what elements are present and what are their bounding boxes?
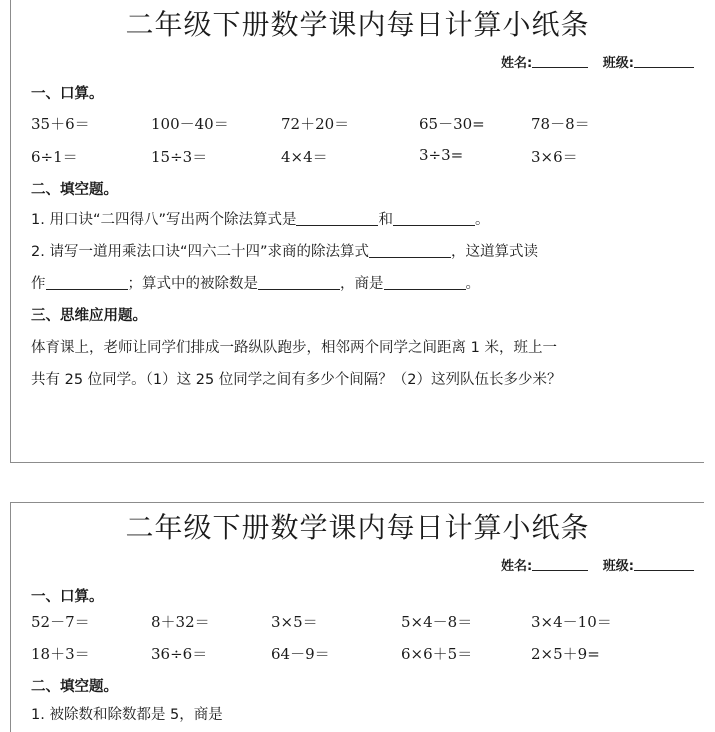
class-blank [634, 557, 694, 571]
name-blank [532, 557, 588, 571]
question-1-partial: 1. 被除数和除数都是 5，商是 [31, 707, 223, 723]
calc-item: 15÷3＝ [151, 148, 208, 166]
name-label: 姓名: [501, 559, 533, 574]
answer-blank [384, 275, 466, 290]
section-oral-calculation: 一、口算。 [31, 589, 104, 605]
question-text: 2. 请写一道用乘法口诀“四六二十四”求商的除法算式 [31, 244, 369, 260]
word-problem-line-1: 体育课上，老师让同学们排成一路纵队跑步，相邻两个同学之间距离 1 米，班上一 [31, 340, 557, 356]
worksheet-2 [10, 502, 704, 732]
calc-item: 78－8＝ [531, 115, 590, 133]
answer-blank [46, 275, 128, 290]
calc-row-1 [31, 113, 711, 135]
answer-blank [393, 211, 475, 226]
calc-item: 5×4－8＝ [401, 613, 473, 631]
calc-row-2 [31, 146, 711, 168]
calc-item: 65－30= [419, 115, 485, 133]
answer-blank [369, 243, 451, 258]
worksheet-1 [10, 0, 704, 463]
worksheet-title: 二年级下册数学课内每日计算小纸条 [125, 511, 590, 544]
question-text: ；算式中的被除数是 [127, 276, 258, 292]
question-1 [31, 208, 489, 229]
calc-item: 3÷3= [419, 146, 464, 164]
calc-item: 2×5＋9= [531, 645, 600, 663]
calc-item: 6÷1＝ [31, 148, 78, 166]
class-label: 班级: [602, 56, 634, 71]
calc-item: 64－9＝ [271, 645, 330, 663]
section-fill-blank: 二、填空题。 [31, 182, 118, 198]
question-text: ，这道算式读 [450, 244, 538, 260]
calc-item: 72＋20＝ [281, 115, 350, 133]
class-label: 班级: [602, 559, 634, 574]
section-fill-blank: 二、填空题。 [31, 679, 118, 695]
question-text: 。 [474, 212, 490, 228]
calc-item: 4×4＝ [281, 148, 328, 166]
question-text: ，商是 [340, 276, 384, 292]
calc-item: 36÷6＝ [151, 645, 208, 663]
name-label: 姓名: [501, 56, 533, 71]
section-word-problem: 三、思维应用题。 [31, 308, 147, 324]
question-2-line-1 [31, 240, 538, 261]
class-blank [634, 54, 694, 68]
calc-item: 52－7＝ [31, 613, 90, 631]
calc-item: 100－40＝ [151, 115, 229, 133]
worksheet-title: 二年级下册数学课内每日计算小纸条 [125, 8, 590, 41]
calc-item: 6×6＋5＝ [401, 645, 473, 663]
name-class-bar [501, 52, 694, 71]
calc-row-1 [31, 611, 711, 633]
question-text: 1. 用口诀“二四得八”写出两个除法算式是 [31, 212, 297, 228]
calc-item: 18＋3＝ [31, 645, 90, 663]
name-class-bar [501, 555, 694, 574]
question-text: 。 [465, 276, 480, 292]
question-2-line-2 [31, 272, 480, 293]
answer-blank [296, 211, 378, 226]
calc-item: 3×4－10＝ [531, 613, 612, 631]
calc-item: 3×5＝ [271, 613, 318, 631]
calc-row-2 [31, 643, 711, 665]
answer-blank [258, 275, 340, 290]
question-text: 和 [378, 212, 393, 228]
name-blank [532, 54, 588, 68]
word-problem-line-2: 共有 25 位同学。（1）这 25 位同学之间有多少个间隔？（2）这列队伍长多少米？ [31, 372, 562, 388]
question-text: 作 [31, 276, 46, 292]
section-oral-calculation: 一、口算。 [31, 86, 104, 102]
calc-item: 8＋32＝ [151, 613, 210, 631]
calc-item: 3×6＝ [531, 148, 578, 166]
calc-item: 35＋6＝ [31, 115, 90, 133]
